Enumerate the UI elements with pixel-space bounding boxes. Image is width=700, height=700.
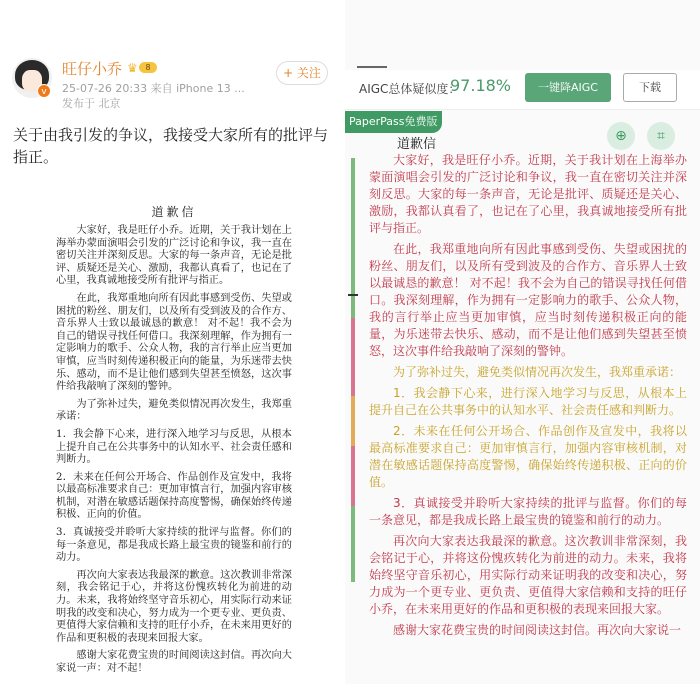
username[interactable]: 旺仔小乔 [62, 60, 123, 78]
bottom-edge [345, 684, 700, 700]
highlight-bar-pink [351, 446, 355, 506]
letter-paragraph: 再次向大家表达我最深的歉意。这次教训非常深刻，我会铭记于心，并将这份愧疚转化为前进的动力。未来，我将始终坚守音乐初心，用实际行动来证明我的改变和决心，努力成为一个更专业、更负责、更值得大家信赖和支持的旺仔小乔，在未来用更好的作品和更积极的表现来回报大家。 [56, 569, 292, 644]
letter-paragraph: 大家好，我是旺仔小乔。近期，关于我计划在上海举办蒙面演唱会引发的广泛讨论和争议，我一直在密切关注并深刻反思。大家的每一条声音，无论是批评、质疑还是关心、激励，我都认真看了，也记在了心里，我真诚地接受所有批评与指正。 [369, 153, 687, 235]
scroll-marker[interactable] [348, 294, 358, 296]
version-tag: PaperPass免费版 [345, 111, 442, 133]
letter-paragraph: 再次向大家表达我最深的歉意。这次教训非常深刻，我会铭记于心，并将这份愧疚转化为前进的动力。未来，我将始终坚守音乐初心，用实际行动来证明我的改变和决心，努力成为一个更专业、更负责、更值得大家信赖和支持的旺仔小乔，在未来用更好的作品和更积极的表现来回报大家。 [369, 534, 687, 616]
letter-paragraph: 2．未来在任何公开场合、作品创作及宣发中，我将以最高标准要求自己：更加审慎言行，加强内容审核机制，对潜在敏感话题保持高度警惕，确保始终传递积极、正向的价值。 [56, 471, 292, 521]
letter-paragraph: 1．我会静下心来，进行深入地学习与反思，从根本上提升自己在公共事务中的认知水平、社会责任感和判断力。 [369, 386, 687, 417]
highlighted-letter [369, 152, 687, 643]
zoom-in-icon[interactable]: ⊕ [607, 122, 635, 150]
post-text: 关于由我引发的争议，我接受大家所有的批评与指正。 [13, 126, 329, 166]
scan-icon[interactable]: ⌗ [647, 122, 675, 150]
letter-paragraph: 大家好，我是旺仔小乔。近期，关于我计划在上海举办蒙面演唱会引发的广泛讨论和争议，我一直在密切关注并深刻反思。大家的每一条声音，无论是批评、质疑还是关心、激励，我都认真看了，也记在了心里，我真诚地接受所有批评与指正。 [56, 225, 292, 287]
weibo-post-panel [0, 0, 345, 700]
highlight-bar-orange [351, 396, 355, 446]
post-meta: 25-07-26 20:33 来自 iPhone 13 ... [62, 82, 245, 95]
download-button[interactable]: 下载 [623, 73, 677, 102]
paperpass-report-panel [345, 0, 700, 700]
apology-letter-image [56, 205, 292, 681]
letter-paragraph: 3．真诚接受并聆听大家持续的批评与监督。你们的每一条意见，都是我成长路上最宝贵的镜鉴和前行的动力。 [56, 527, 292, 564]
reduce-aigc-button[interactable]: 一键降AIGC [525, 73, 611, 102]
letter-paragraph: 在此，我郑重地向所有因此事感到受伤、失望或困扰的粉丝、朋友们，以及所有受到波及的合作方、音乐界人士致以最诚恳的歉意！ 对不起！我不会为自己的错误寻找任何借口。我深刻理解，作为拥有一定影响力的歌手、公众人物，我的言行举止应当更加审慎，应当时刻传递积极正向的能量，为乐迷带去快乐、感动，而不是让他们感到失望甚至愤怒，这次事件给我敲响了深刻的警钟。 [56, 292, 292, 393]
letter-paragraph: 3．真诚接受并聆听大家持续的批评与监督。你们的每一条意见，都是我成长路上最宝贵的镜鉴和前行的动力。 [369, 496, 687, 527]
follow-button[interactable]: + 关注 [276, 61, 328, 85]
letter-paragraph: 感谢大家花费宝贵的时间阅读这封信。再次向大家说一声：对不起！ [56, 650, 292, 674]
verified-badge-icon: v [37, 84, 51, 98]
highlight-bar-green [351, 506, 355, 582]
letter-paragraph: 1．我会静下心来，进行深入地学习与反思，从根本上提升自己在公共事务中的认知水平、社会责任感和判断力。 [56, 428, 292, 466]
tab-indicator [357, 66, 387, 68]
post-location: 发布于 北京 [62, 97, 121, 110]
crown-icon: ♛ [127, 61, 138, 75]
level-badge: 8 [139, 62, 157, 73]
letter-paragraph: 在此，我郑重地向所有因此事感到受伤、失望或困扰的粉丝、朋友们，以及所有受到波及的合作方、音乐界人士致以最诚恳的歉意！ 对不起！我不会为自己的错误寻找任何借口。我深刻理解，作为拥有一定影响力的歌手、公众人物，我的言行举止应当更加审慎，应当时刻传递积极正向的能量，为乐迷带去快乐、感动，而不是让他们感到失望甚至愤怒，这次事件给我敲响了深刻的警钟。 [369, 242, 687, 358]
letter-paragraph: 为了弥补过失，避免类似情况再次发生，我郑重承诺： [393, 365, 682, 379]
aigc-score-label: AIGC总体疑似度： [359, 82, 461, 96]
highlight-bar-pink [351, 318, 355, 396]
letter-paragraph: 为了弥补过失，避免类似情况再次发生，我郑重承诺： [56, 398, 292, 423]
letter-title: 道歉信 [397, 137, 437, 152]
letter-paragraph: 2．未来在任何公开场合、作品创作及宣发中，我将以最高标准要求自己：更加审慎言行，加强内容审核机制，对潜在敏感话题保持高度警惕，确保始终传递积极、正向的价值。 [369, 424, 687, 489]
aigc-score-value: 97.18% [450, 76, 512, 95]
letter-title: 道歉信 [151, 205, 197, 219]
letter-paragraph: 感谢大家花费宝贵的时间阅读这封信。再次向大家说一 [393, 623, 682, 637]
